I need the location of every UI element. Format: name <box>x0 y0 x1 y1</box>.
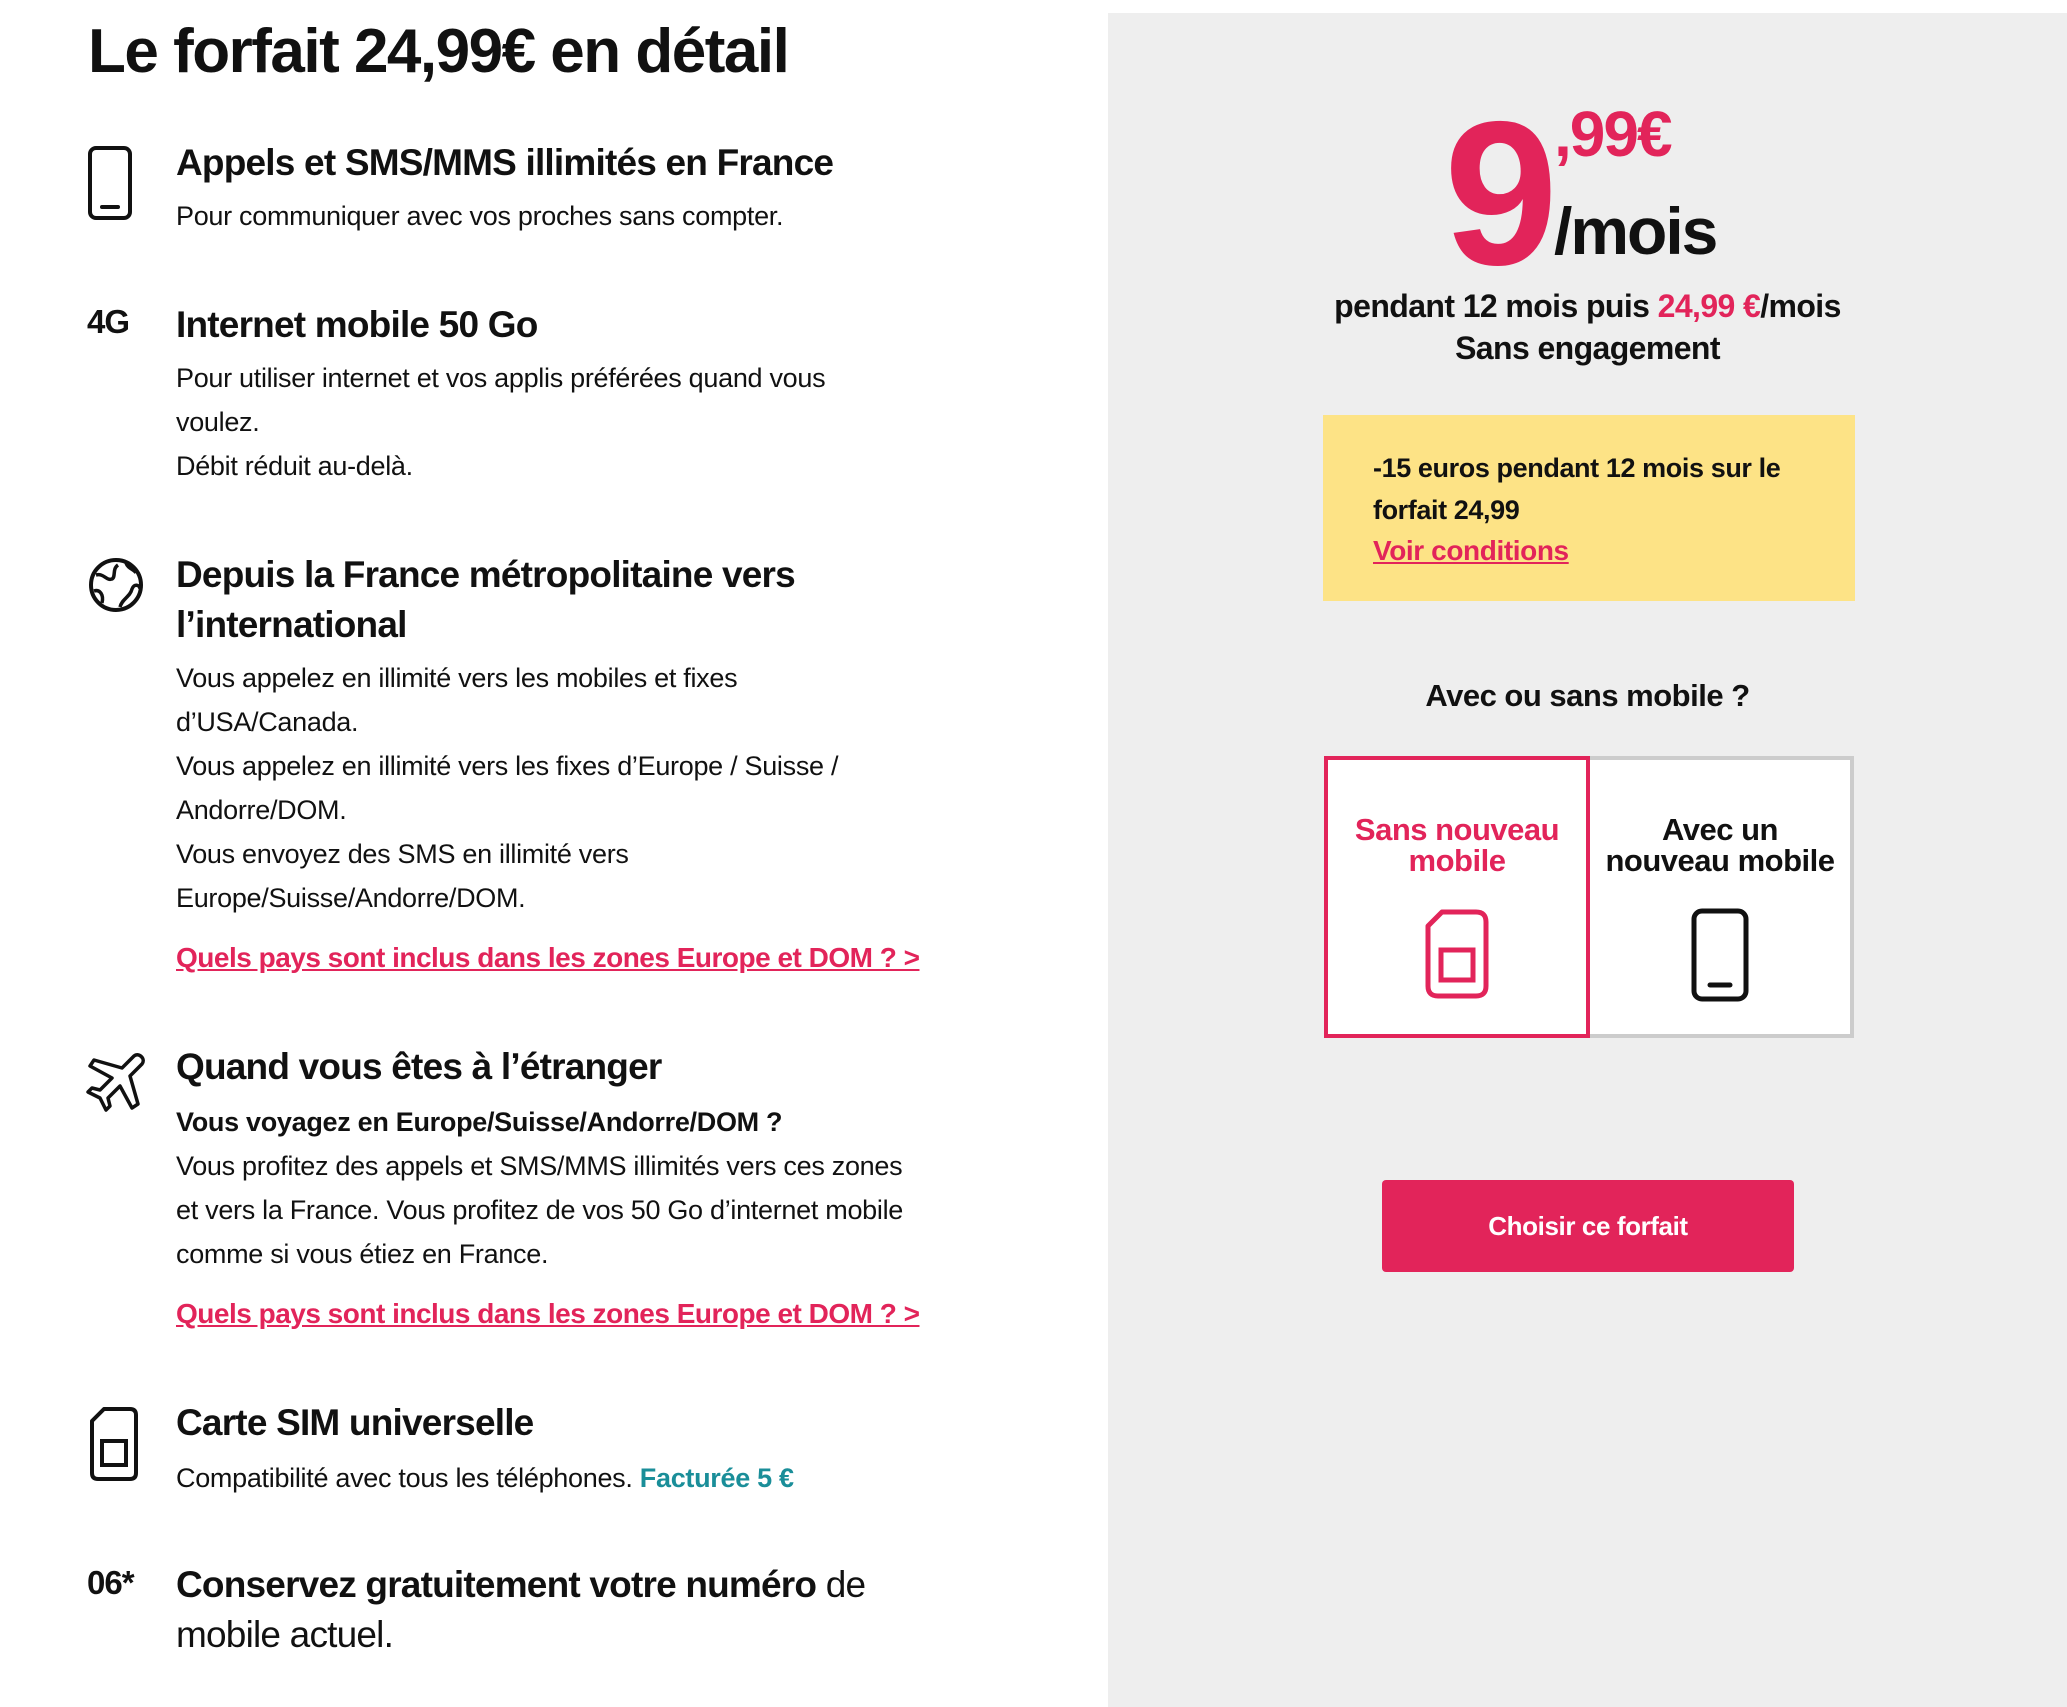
sim-fee: Facturée 5 € <box>639 1463 794 1493</box>
feature-title: Internet mobile 50 Go <box>176 304 538 345</box>
feature-description <box>176 194 783 238</box>
option-label: Avec un nouveau mobile <box>1605 812 1835 878</box>
feature-description <box>176 356 825 488</box>
feature-line: voulez. <box>176 407 260 437</box>
sim-card-icon <box>86 1405 142 1485</box>
feature-title-line: mobile actuel. <box>176 1614 394 1655</box>
feature-line: Vous appelez en illimité vers les fixes d’Europe / Suisse / <box>176 751 839 781</box>
feature-title: Quand vous êtes à l’étranger <box>176 1046 662 1087</box>
price-unit: /mois <box>1554 194 1717 268</box>
option-without-mobile[interactable] <box>1324 756 1590 1038</box>
feature-line: Vous profitez des appels et SMS/MMS illimités vers ces zones <box>176 1151 903 1181</box>
price-cents: ,99€ <box>1554 98 1671 170</box>
feature-title: Appels et SMS/MMS illimités en France <box>176 142 834 183</box>
regular-price: 24,99 € <box>1657 288 1761 324</box>
option-with-mobile[interactable] <box>1590 756 1854 1038</box>
feature-title: Carte SIM universelle <box>176 1402 534 1443</box>
feature-line: Pour utiliser internet et vos applis préférées quand vous <box>176 363 826 393</box>
zones-europe-dom-link[interactable]: Quels pays sont inclus dans les zones Europe et DOM ? > <box>176 1298 920 1329</box>
promo-box <box>1323 415 1855 601</box>
choose-plan-button[interactable]: Choisir ce forfait <box>1382 1180 1794 1272</box>
smartphone-icon <box>86 145 142 225</box>
feature-description <box>176 656 838 920</box>
feature-description <box>176 1456 794 1500</box>
see-conditions-link[interactable]: Voir conditions <box>1373 535 1569 566</box>
feature-line: Pour communiquer avec vos proches sans compter. <box>176 201 784 231</box>
4g-badge: 4G <box>87 303 130 340</box>
feature-title <box>176 550 795 650</box>
promo-text: -15 euros pendant 12 mois sur le forfait 24,99 <box>1373 453 1781 525</box>
option-label: Sans nouveau mobile <box>1354 812 1560 878</box>
price-integer: 9 <box>1444 79 1553 308</box>
feature-line: comme si vous étiez en France. <box>176 1239 549 1269</box>
feature-line: Europe/Suisse/Andorre/DOM. <box>176 883 526 913</box>
feature-description <box>176 1100 903 1276</box>
feature-title-line: Depuis la France métropolitaine vers <box>176 554 795 595</box>
price-conditions <box>1108 285 2067 369</box>
feature-title-line: l’international <box>176 604 407 645</box>
zones-europe-dom-link[interactable]: Quels pays sont inclus dans les zones Europe et DOM ? > <box>176 942 920 973</box>
feature-line: Vous envoyez des SMS en illimité vers <box>176 839 629 869</box>
no-commitment: Sans engagement <box>1455 330 1720 366</box>
price-duration: pendant 12 mois puis <box>1334 288 1658 324</box>
smartphone-icon <box>1690 908 1750 1002</box>
choice-title: Avec ou sans mobile ? <box>1425 678 1750 713</box>
feature-title-bold: Conservez gratuitement votre numéro <box>176 1564 817 1605</box>
feature-line: Vous appelez en illimité vers les mobiles et fixes <box>176 663 738 693</box>
06-badge: 06* <box>87 1564 134 1601</box>
offer-panel <box>1108 13 2067 1707</box>
airplane-icon <box>86 1050 148 1112</box>
feature-subtitle: Vous voyagez en Europe/Suisse/Andorre/DOM ? <box>176 1107 783 1137</box>
feature-line: d’USA/Canada. <box>176 707 359 737</box>
sim-card-icon <box>1424 908 1490 1000</box>
globe-icon <box>86 555 146 615</box>
feature-title-rest: de <box>816 1564 866 1605</box>
feature-line: Andorre/DOM. <box>176 795 347 825</box>
feature-title <box>176 1560 865 1660</box>
feature-line: et vers la France. Vous profitez de vos 50 Go d’internet mobile <box>176 1195 903 1225</box>
feature-line: Débit réduit au-delà. <box>176 451 413 481</box>
price-period: /mois <box>1760 288 1841 324</box>
feature-line: Compatibilité avec tous les téléphones. <box>176 1463 640 1493</box>
page-title: Le forfait 24,99€ en détail <box>88 17 789 86</box>
